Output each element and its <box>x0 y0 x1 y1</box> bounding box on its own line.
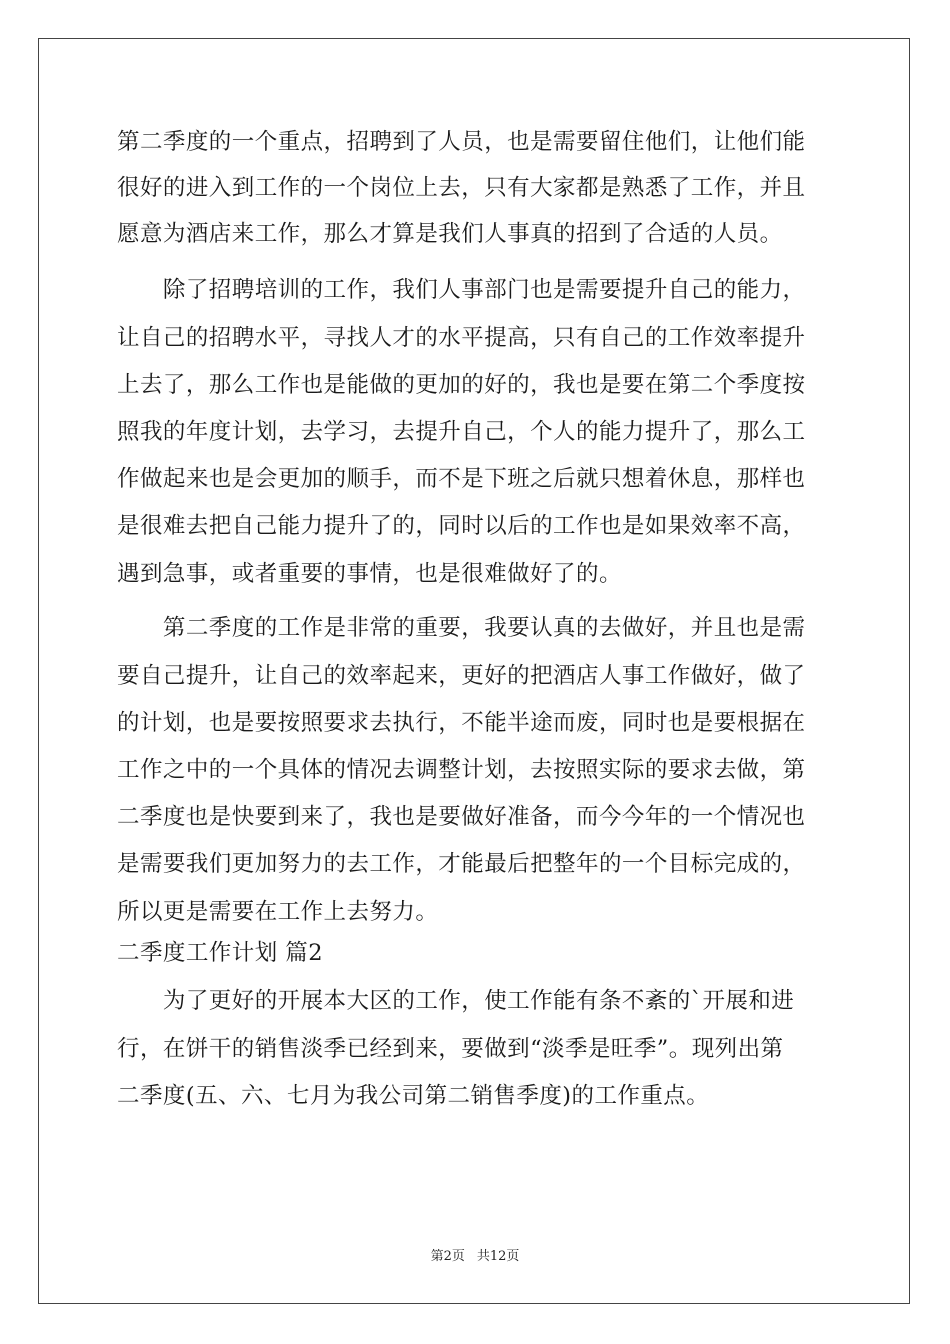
text-line: 二季度也是快要到来了，我也是要做好准备，而今今年的一个情况也 <box>117 804 806 830</box>
page-number: 第2页 <box>430 1249 465 1264</box>
text-line: 的计划，也是要按照要求去执行，不能半途而废，同时也是要根据在 <box>117 710 806 736</box>
text-line: 照我的年度计划，去学习，去提升自己，个人的能力提升了，那么工 <box>117 419 806 445</box>
text-line: 是很难去把自己能力提升了的，同时以后的工作也是如果效率不高， <box>117 513 806 539</box>
page-footer <box>0 1248 950 1266</box>
text-line: 为了更好的开展本大区的工作，使工作能有条不紊的`开展和进 <box>117 988 795 1014</box>
text-line: 行，在饼干的销售淡季已经到来，要做到“淡季是旺季”。现列出第 <box>117 1036 784 1062</box>
text-line: 工作之中的一个具体的情况去调整计划，去按照实际的要求去做，第 <box>117 757 806 783</box>
text-line: 愿意为酒店来工作，那么才算是我们人事真的招到了合适的人员。 <box>117 221 783 247</box>
section-heading: 二季度工作计划 篇2 <box>117 940 323 966</box>
text-line: 很好的进入到工作的一个岗位上去，只有大家都是熟悉了工作，并且 <box>117 175 806 201</box>
text-line: 上去了，那么工作也是能做的更加的好的，我也是要在第二个季度按 <box>117 372 806 398</box>
text-line: 是需要我们更加努力的去工作，才能最后把整年的一个目标完成的， <box>117 851 806 877</box>
text-line: 作做起来也是会更加的顺手，而不是下班之后就只想着休息，那样也 <box>117 466 806 492</box>
text-line: 所以更是需要在工作上去努力。 <box>117 899 439 925</box>
text-line: 二季度(五、六、七月为我公司第二销售季度)的工作重点。 <box>117 1083 710 1109</box>
text-line: 第二季度的一个重点，招聘到了人员，也是需要留住他们，让他们能 <box>117 129 806 155</box>
text-line: 除了招聘培训的工作，我们人事部门也是需要提升自己的能力， <box>117 277 806 303</box>
text-line: 要自己提升，让自己的效率起来，更好的把酒店人事工作做好，做了 <box>117 663 806 689</box>
text-line: 遇到急事，或者重要的事情，也是很难做好了的。 <box>117 561 622 587</box>
total-pages: 共12页 <box>476 1249 520 1264</box>
text-line: 第二季度的工作是非常的重要，我要认真的去做好，并且也是需 <box>117 615 806 641</box>
text-line: 让自己的招聘水平，寻找人才的水平提高，只有自己的工作效率提升 <box>117 325 806 351</box>
